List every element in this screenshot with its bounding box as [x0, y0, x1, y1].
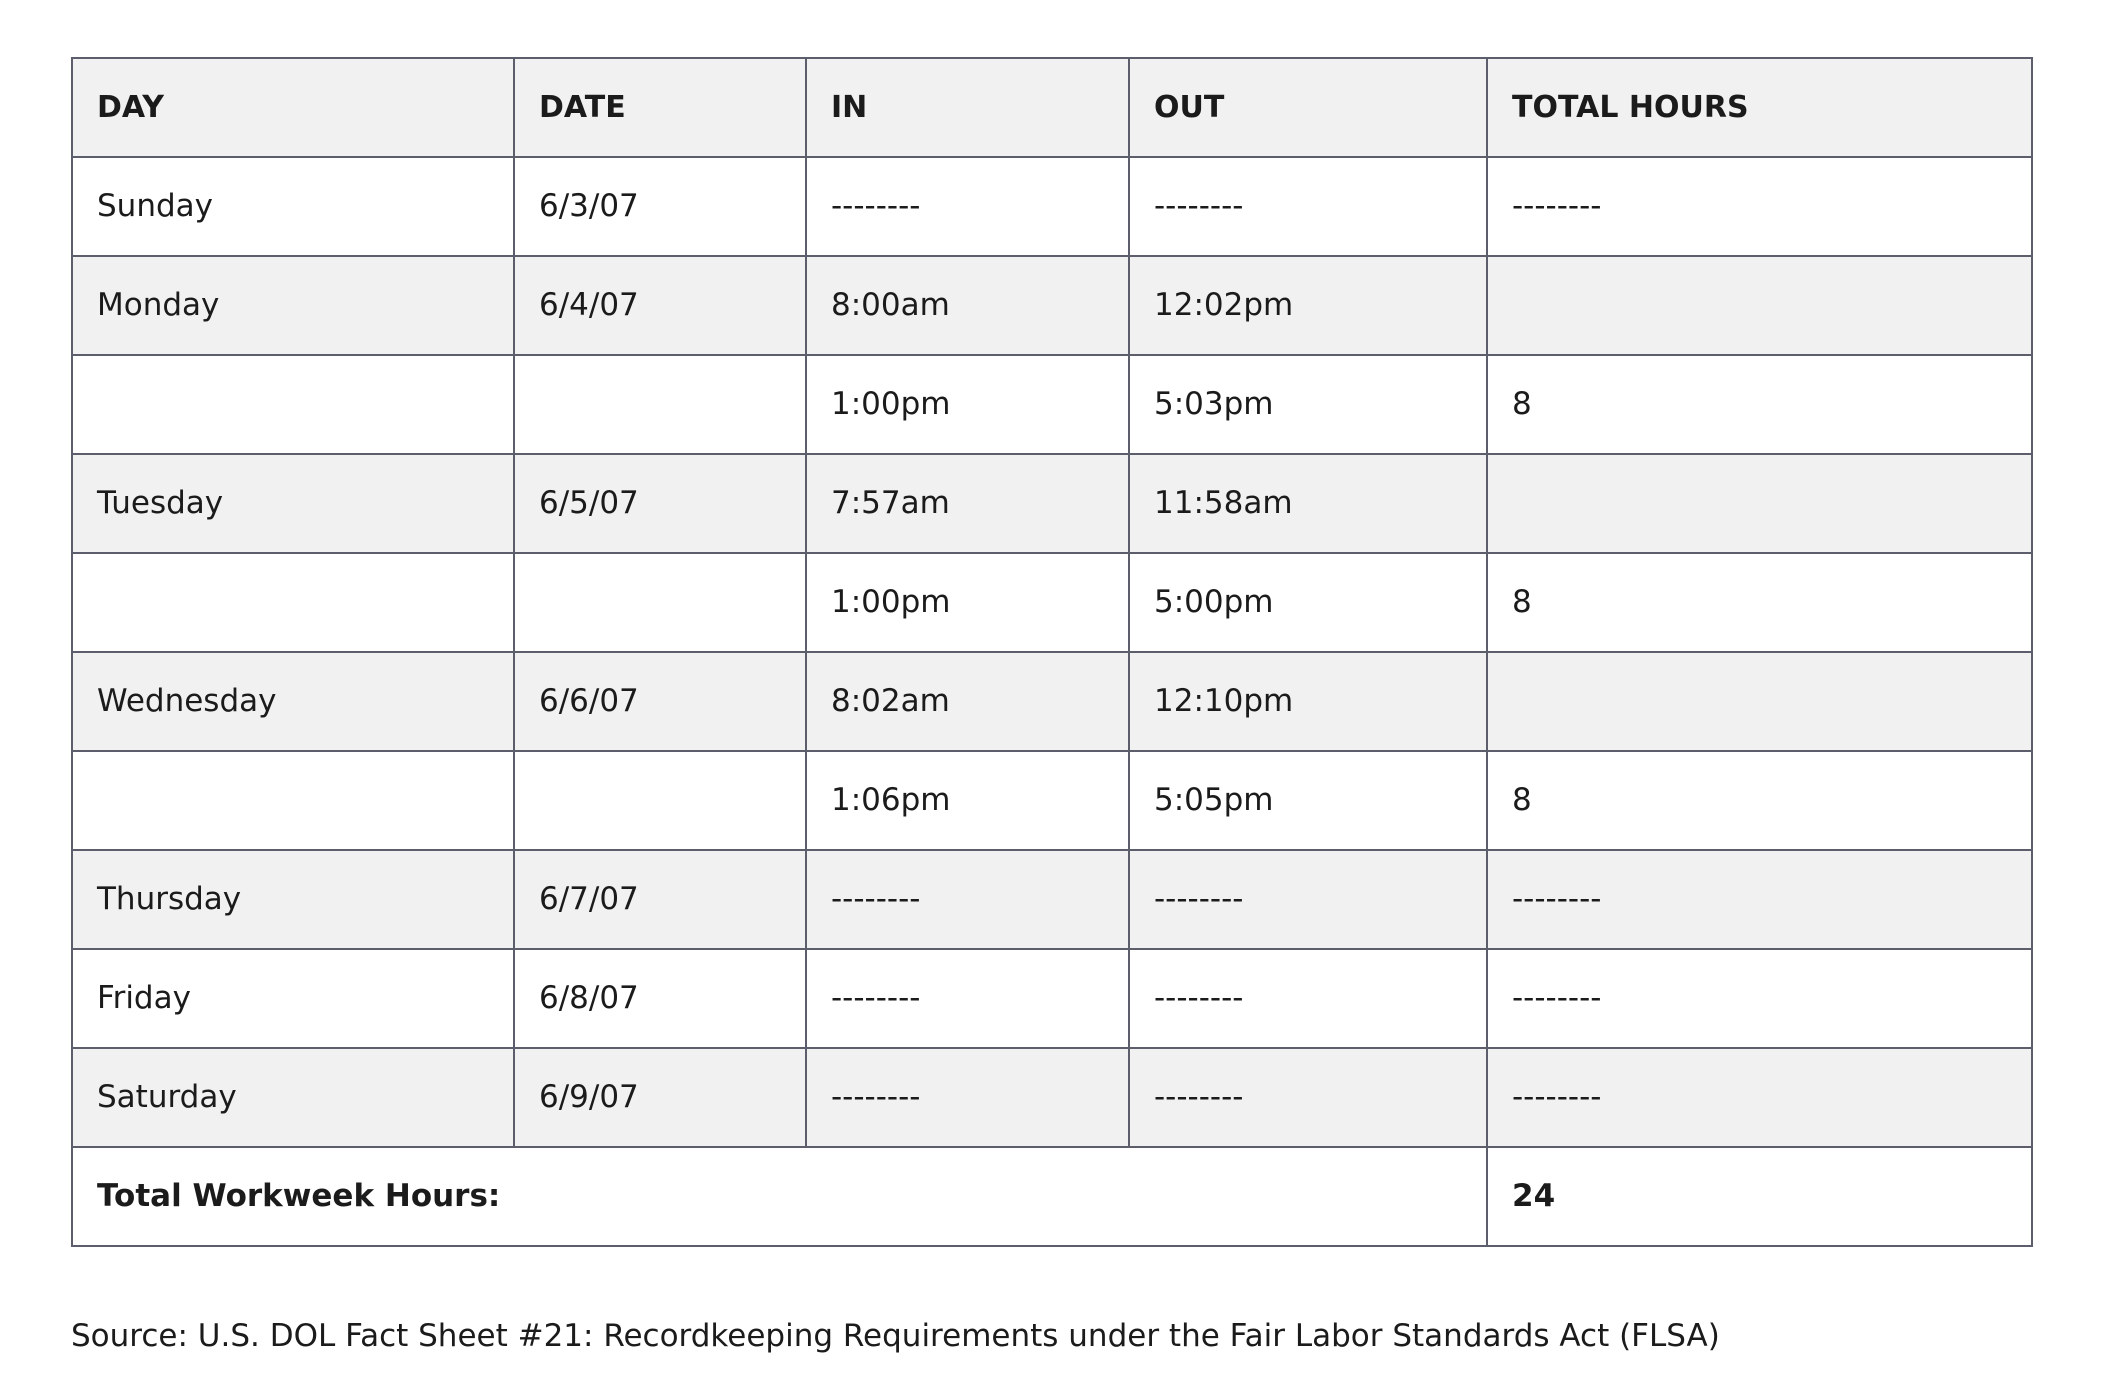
- cell-in: 8:00am: [806, 256, 1129, 355]
- cell-out: 11:58am: [1129, 454, 1487, 553]
- cell-date: 6/5/07: [514, 454, 806, 553]
- cell-out: --------: [1129, 1048, 1487, 1147]
- cell-total: [1487, 454, 2032, 553]
- cell-in: 8:02am: [806, 652, 1129, 751]
- cell-total: --------: [1487, 949, 2032, 1048]
- cell-total: 8: [1487, 355, 2032, 454]
- cell-date: [514, 355, 806, 454]
- cell-date: [514, 553, 806, 652]
- cell-total: [1487, 256, 2032, 355]
- header-day: DAY: [72, 58, 514, 157]
- cell-in: --------: [806, 1048, 1129, 1147]
- cell-out: 12:10pm: [1129, 652, 1487, 751]
- cell-out: --------: [1129, 850, 1487, 949]
- cell-total: --------: [1487, 157, 2032, 256]
- cell-total: --------: [1487, 850, 2032, 949]
- cell-day: Saturday: [72, 1048, 514, 1147]
- table-row: [72, 454, 2032, 553]
- cell-day: Friday: [72, 949, 514, 1048]
- cell-date: 6/4/07: [514, 256, 806, 355]
- cell-out: --------: [1129, 949, 1487, 1048]
- cell-in: 1:06pm: [806, 751, 1129, 850]
- table-row: [72, 355, 2032, 454]
- timesheet-table: [71, 57, 2033, 1247]
- cell-out: 5:00pm: [1129, 553, 1487, 652]
- table-row: [72, 157, 2032, 256]
- cell-date: 6/9/07: [514, 1048, 806, 1147]
- total-workweek-hours: 24: [1487, 1147, 2032, 1246]
- table-row: [72, 751, 2032, 850]
- cell-day: Tuesday: [72, 454, 514, 553]
- header-date: DATE: [514, 58, 806, 157]
- header-row: [72, 58, 2032, 157]
- cell-in: 1:00pm: [806, 355, 1129, 454]
- cell-in: --------: [806, 850, 1129, 949]
- table-row: [72, 256, 2032, 355]
- cell-day: Monday: [72, 256, 514, 355]
- cell-out: 5:05pm: [1129, 751, 1487, 850]
- cell-in: 1:00pm: [806, 553, 1129, 652]
- cell-day: [72, 355, 514, 454]
- cell-date: [514, 751, 806, 850]
- header-in: IN: [806, 58, 1129, 157]
- cell-day: [72, 553, 514, 652]
- cell-date: 6/8/07: [514, 949, 806, 1048]
- cell-out: --------: [1129, 157, 1487, 256]
- footer-row: [72, 1147, 2032, 1246]
- table-row: [72, 850, 2032, 949]
- cell-out: 5:03pm: [1129, 355, 1487, 454]
- table-row: [72, 949, 2032, 1048]
- cell-date: 6/3/07: [514, 157, 806, 256]
- cell-total: 8: [1487, 751, 2032, 850]
- table-row: [72, 553, 2032, 652]
- table-row: [72, 652, 2032, 751]
- cell-day: Thursday: [72, 850, 514, 949]
- total-workweek-label: Total Workweek Hours:: [72, 1147, 1487, 1246]
- cell-total: 8: [1487, 553, 2032, 652]
- table-row: [72, 1048, 2032, 1147]
- cell-day: [72, 751, 514, 850]
- cell-in: --------: [806, 157, 1129, 256]
- cell-date: 6/6/07: [514, 652, 806, 751]
- header-out: OUT: [1129, 58, 1487, 157]
- cell-day: Wednesday: [72, 652, 514, 751]
- header-total-hours: TOTAL HOURS: [1487, 58, 2032, 157]
- cell-total: --------: [1487, 1048, 2032, 1147]
- cell-in: --------: [806, 949, 1129, 1048]
- cell-out: 12:02pm: [1129, 256, 1487, 355]
- cell-day: Sunday: [72, 157, 514, 256]
- cell-total: [1487, 652, 2032, 751]
- cell-in: 7:57am: [806, 454, 1129, 553]
- cell-date: 6/7/07: [514, 850, 806, 949]
- source-citation: Source: U.S. DOL Fact Sheet #21: Recordkeeping Requirements under the Fair Labor Standards Act (FLSA): [71, 1318, 1720, 1354]
